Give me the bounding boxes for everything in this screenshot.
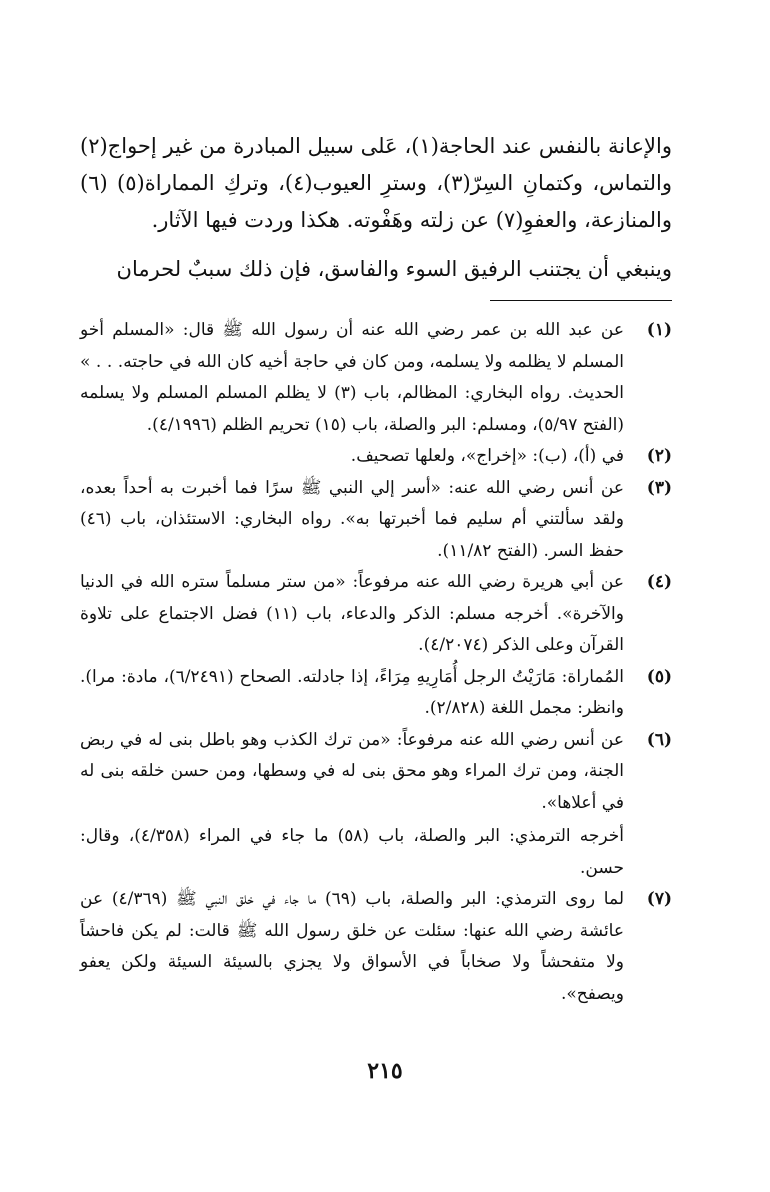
main-text — [80, 128, 672, 288]
footnote-5 — [80, 662, 672, 725]
footnote-paragraph: عن أنس رضي الله عنه: «أسر إلي النبي ﷺ سرًا فما أخبرت به أحداً بعده، ولقد سألتني أم سليم فما أخبرتها به». رواه البخاري: الاستئذان، باب (٤٦) حفظ السر. (الفتح ١١/٨٢). — [80, 477, 624, 561]
footnote-text — [80, 567, 624, 662]
footnote-number: (٧) — [646, 889, 672, 909]
footnote-divider — [490, 300, 672, 301]
main-paragraph-1: والإعانة بالنفس عند الحاجة(١)، عَلى سبيل المبادرة من غير إحواج(٢) والتماس، وكتمانِ السِرّ(٣)، وسترِ العيوب(٤)، وتركِ المماراة(٥) (٦) والمنازعة، والعفوِ(٧) عن زلته وهَفْوته. هكذا وردت فيها الآثار. — [80, 134, 672, 232]
book-page — [80, 128, 672, 1010]
footnote-text — [80, 315, 624, 441]
footnote-6 — [80, 725, 672, 885]
footnote-7 — [80, 884, 672, 1010]
footnote-paragraph: في (أ)، (ب): «إخراج»، ولعلها تصحيف. — [350, 446, 624, 466]
footnote-paragraph: عن أنس رضي الله عنه مرفوعاً: «من ترك الكذب وهو باطل بنى له في ربض الجنة، ومن ترك المراء وهو محق بنى له في وسطها، ومن حسن خلقه بنى له في أعلاها». — [80, 729, 624, 813]
footnote-number: (١) — [646, 320, 672, 340]
footnote-1 — [80, 315, 672, 441]
footnote-2 — [80, 441, 672, 473]
footnote-text — [80, 725, 624, 885]
footnote-text — [80, 884, 624, 1010]
footnote-number: (٣) — [646, 477, 672, 498]
footnote-paragraph: أخرجه الترمذي: البر والصلة، باب (٥٨) ما جاء في المراء (٤/٣٥٨)، وقال: حسن. — [80, 826, 625, 878]
footnote-paragraph: عن أبي هريرة رضي الله عنه مرفوعاً: «من ستر مسلماً ستره الله في الدنيا والآخرة». أخرجه مسلم: الذكر والدعاء، باب (١١) فضل الاجتماع على تلاوة القرآن وعلى الذكر (٤/٢٠٧٤). — [80, 572, 624, 655]
footnote-number: (٦) — [646, 729, 672, 750]
footnote-text — [80, 662, 624, 725]
page-number: ٢١٥ — [367, 1058, 403, 1084]
footnote-text — [80, 441, 624, 473]
footnote-number: (٤) — [646, 572, 672, 592]
footnote-3 — [80, 473, 672, 568]
footnote-text — [80, 473, 624, 568]
main-paragraph-2: وينبغي أن يجتنب الرفيق السوء والفاسق، فإن ذلك سببٌ لحرمان — [116, 257, 672, 281]
footnotes — [80, 315, 672, 1010]
footnote-paragraph: عن عبد الله بن عمر رضي الله عنه أن رسول الله ﷺ قال: «المسلم أخو المسلم لا يظلمه ولا يسلمه، ومن كان في حاجة أخيه كان الله في حاجته. . . » الحديث. رواه البخاري: المظالم، باب (٣) لا يظلم المسلم المسلم ولا يسلمه (الفتح ٥/٩٧)، ومسلم: البر والصلة، باب (١٥) تحريم الظلم (٤/١٩٩٦). — [80, 320, 625, 435]
footnote-paragraph: المُماراة: مَارَيْتُ الرجل أُمَارِيهِ مِرَاءً، إذا جادلته. الصحاح (٦/٢٤٩١)، مادة: مرا). وانظر: مجمل اللغة (٢/٨٢٨). — [80, 666, 624, 718]
footnote-paragraph: لما روى الترمذي: البر والصلة، باب (٦٩) ما جاء في خلق النبي ﷺ (٤/٣٦٩) عن عائشة رضي الله عنها: سئلت عن خلق رسول الله ﷺ قالت: لم يكن فاحشاً ولا متفحشاً ولا صخاباً في الأسواق ولا يجزي بالسيئة السيئة ولكن يعفو ويصفح». — [80, 889, 624, 1004]
footnote-4 — [80, 567, 672, 662]
footnote-number: (٢) — [646, 446, 672, 466]
footnote-number: (٥) — [646, 666, 672, 687]
